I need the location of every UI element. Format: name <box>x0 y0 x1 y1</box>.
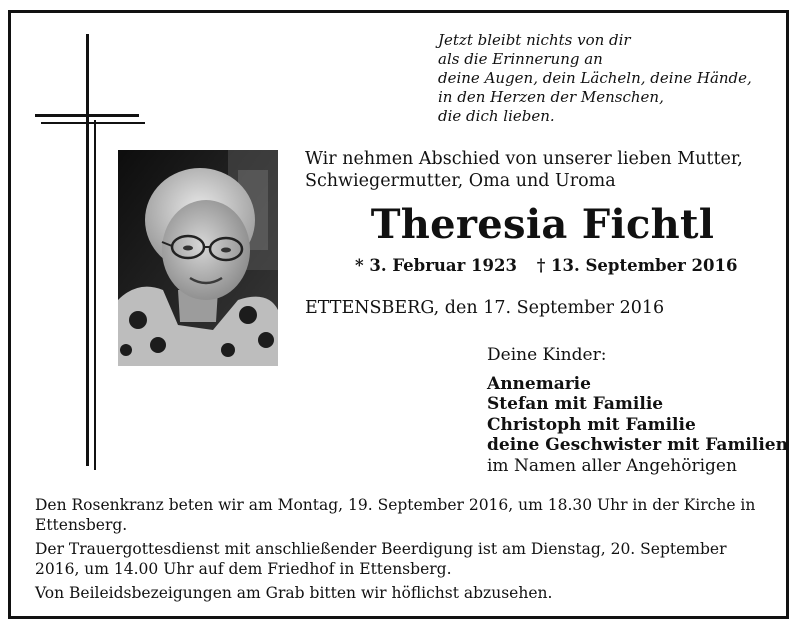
birth-date: * 3. Februar 1923 <box>355 256 517 275</box>
poem-line: deine Augen, dein Lächeln, deine Hände, <box>438 69 752 87</box>
poem <box>438 31 752 126</box>
place-date: ETTENSBERG, den 17. September 2016 <box>305 298 665 318</box>
poem-line: als die Erinnerung an <box>438 50 603 68</box>
poem-line: Jetzt bleibt nichts von dir <box>438 31 631 49</box>
mourner-name: Christoph mit Familie <box>487 414 696 435</box>
mourners-block <box>487 345 788 476</box>
mourners-label: Deine Kinder: <box>487 345 607 365</box>
deceased-name: Theresia Fichtl <box>370 201 715 248</box>
intro-line: Wir nehmen Abschied von unserer lieben Mutter, <box>305 149 743 169</box>
mourner-name: deine Geschwister mit Familien <box>487 435 788 455</box>
life-dates <box>355 256 737 275</box>
intro-text <box>305 148 743 192</box>
rosary-notice: Den Rosenkranz beten wir am Montag, 19. September 2016, um 18.30 Uhr in der Kirche in Ettensberg. <box>35 496 756 534</box>
intro-line: Schwiegermutter, Oma und Uroma <box>305 171 616 191</box>
portrait-photo <box>118 150 278 366</box>
condolence-notice: Von Beileidsbezeigungen am Grab bitten wir höflichst abzusehen. <box>35 584 553 602</box>
funeral-notice: Der Trauergottesdienst mit anschließender Beerdigung ist am Dienstag, 20. September 2016, um 14.00 Uhr auf dem Friedhof in Ettensberg. <box>35 540 727 578</box>
mourners-closing: im Namen aller Angehörigen <box>487 455 737 476</box>
service-notices <box>35 496 775 609</box>
death-date: † 13. September 2016 <box>536 256 738 275</box>
mourner-name: Stefan mit Familie <box>487 394 664 414</box>
poem-line: in den Herzen der Menschen, <box>438 88 664 106</box>
mourner-name: Annemarie <box>487 373 591 394</box>
poem-line: die dich lieben. <box>438 107 555 125</box>
